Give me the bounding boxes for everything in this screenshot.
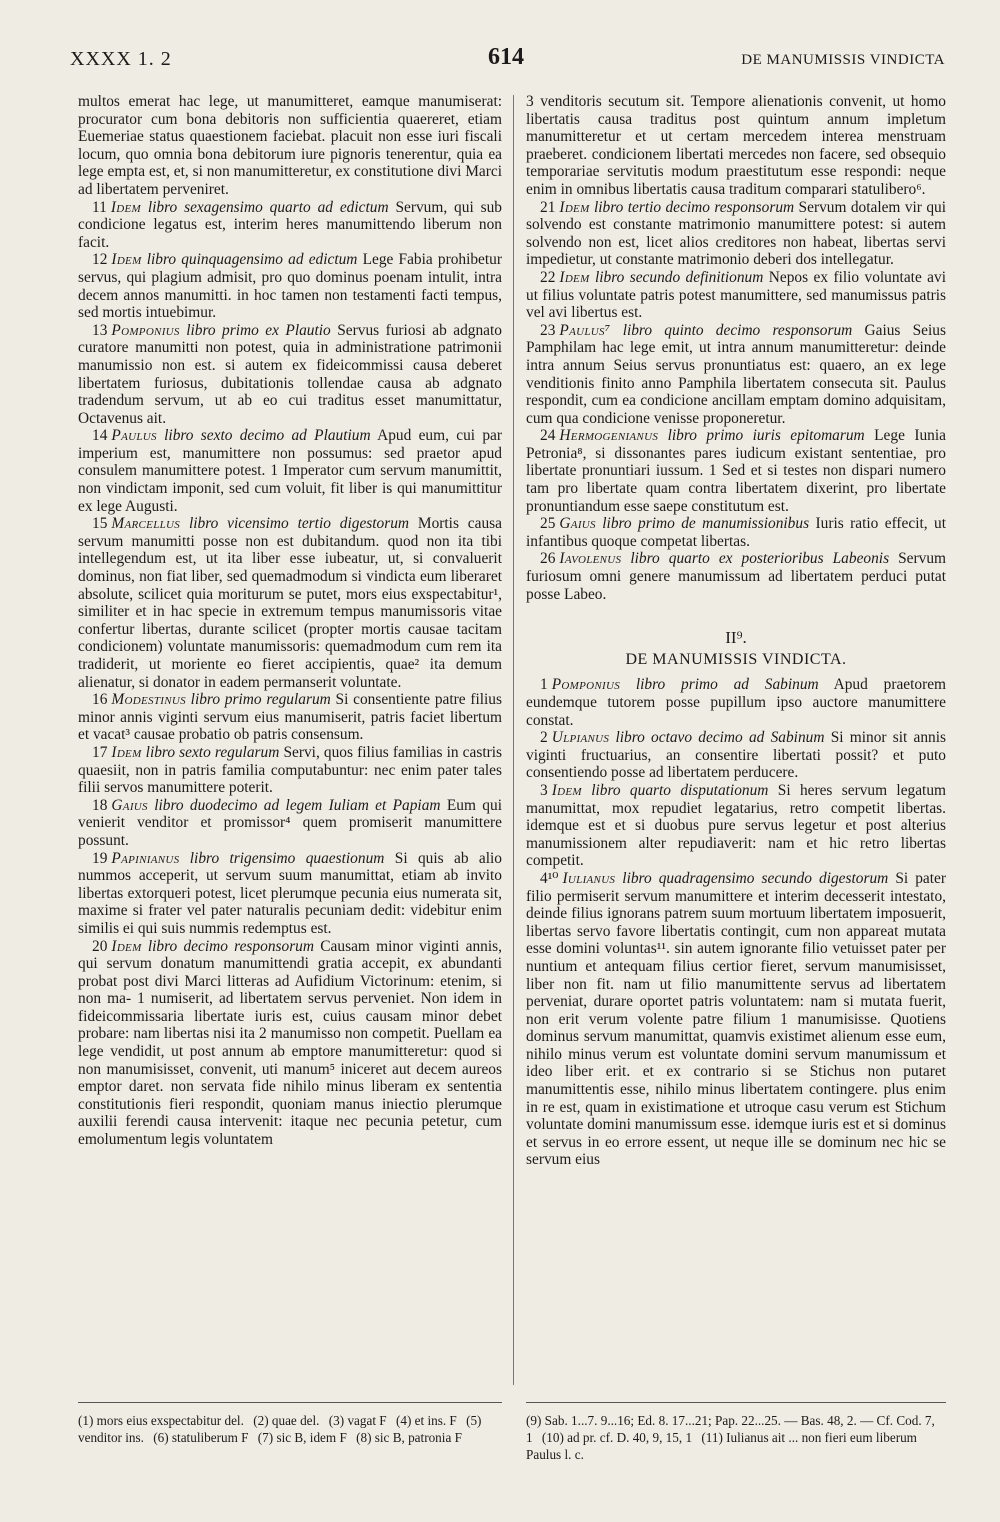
fragment-text: Gaius Seius Pamphilam hac lege emit, ut intra annum manumitteretur: deinde intra annum Seius servus pronuntiatus est: quaero, an ex lege venditionis finito anno Pamphila libertatem consecuta sit. Paulus respondit, cum ea condicione ancillam emptam domino adquisitam, cum qua condicione venisse proponeretur.: [526, 321, 946, 427]
fragment-number: 18: [92, 796, 108, 814]
footnotes-left: [78, 1412, 502, 1446]
fragment-text: Si minor sit annis viginti fructuarius, an consentire libertati possit? et puto consentiendo posse ad libertatem perducere.: [526, 729, 946, 782]
fragment-number: 15: [92, 515, 108, 533]
fragment-text: Nepos ex filio voluntate avi ut filius voluntate patris potest manumittere, sed manumissus patris vel avi libertus est.: [526, 268, 946, 322]
fragment-number: 26: [540, 550, 556, 568]
fragment-number: 25: [540, 515, 556, 533]
section-heading: [526, 629, 946, 668]
paragraph: [526, 93, 946, 199]
fragment-number: 13: [92, 321, 108, 339]
fragment-text: Mortis causa servum manumitti posse non est dubitandum. quod non ita tibi intellegendum est, ut ita liber esse iubeatur, ut, si convaluerit dominus, non fiat liber, sed quemadmodum si vindicta eum liberaret absolute, scilicet quia moriturum se putet, mors eius exspectabitur¹, similiter et in hac specie in extremum tempus manumissoris vitae confertur libertas, durante scilicet (propter mortis causae tacitam condicionem) voluntate manumissoris: quemadmodum cum rem ita tradiderit, ut moriente eo fieret accipientis, quae² ita demum alienatur, si donator in eadem permanserit voluntate.: [78, 515, 502, 691]
jurist-name: Idem: [559, 198, 590, 216]
jurist-name: Iulianus: [562, 869, 616, 887]
jurist-name: Paulus⁷: [559, 321, 611, 339]
work-citation: libro octavo decimo ad Sabinum: [615, 729, 825, 747]
work-citation: libro secundo definitionum: [594, 268, 764, 286]
jurist-name: Pomponius: [111, 321, 180, 339]
paragraph: [78, 93, 502, 199]
page-number: 614: [488, 44, 524, 70]
footnote: (7) sic B, idem F: [257, 1430, 347, 1445]
work-citation: libro quinto decimo responsorum: [622, 321, 853, 339]
jurist-name: Iavolenus: [559, 550, 622, 568]
fragment-text: Servus furiosi ab adgnato curatore manumitti non potest, quia in administratione patrimonii manumissio non est. si autem ex fideicommissi causa deberet libertatem furiosus, dubitationis tollendae causa ab adgnato tradendum servum, ut ab eo cui traditus esset manumittatur, Octavenus ait.: [78, 321, 502, 427]
jurist-name: Idem: [110, 198, 141, 216]
footnote: (9) Sab. 1...7. 9...16; Ed. 8. 17...21; Pap. 22...25. — Bas. 48, 2. — Cf. Cod. 7, 1: [526, 1413, 935, 1445]
footnote: (8) sic B, patronia F: [356, 1430, 462, 1445]
fragment-text: multos emerat hac lege, ut manumitteret, eamque manumiserat: procurator cum bona debitoris non sufficientia quaereret, etiam Euemeriae status quaestionem faciebat. placuit non esse iuri fiscali locum, quo omnia bona debitorum iure pignoris tenerentur, quia ea lege empta est, et, si non manumitteretur, ex constitutione divi Marci ad libertatem perveniret.: [78, 93, 502, 198]
fragment-text: Servum, qui sub condicione legatus est, interim heres manumittendo liberum non facit.: [78, 198, 502, 251]
paragraph: [526, 729, 946, 782]
fragment-text: Si quis ab alio nummos acceperit, ut servum suum manumittat, etiam ab invito libertas extorqueri potest, licet plerumque pecunia eius numerata sit, maxime si frater vel pater naturalis pecuniam dedit: videbitur enim similis ei qui suis nummis redemptus est.: [78, 849, 502, 937]
fragment-number: 12: [92, 251, 108, 269]
paragraph: [526, 427, 946, 515]
footnote: (10) ad pr. cf. D. 40, 9, 15, 1: [541, 1430, 693, 1445]
paragraph: [78, 691, 502, 744]
fragment-text: Servi, quos filius familias in castris quaesiit, non in patris familia computabuntur: nec enim pater tales filii servos manumittere poterit.: [78, 743, 502, 797]
fragment-text: Apud eum, cui par imperium est, manumittere non possumus: sed praetor apud consulem manumittere potest. 1 Imperator cum servum manumittit, non vindictam imponit, sed cum voluit, fit liber is qui manumittitur ex lege Augusti.: [78, 427, 503, 515]
work-citation: libro decimo responsorum: [147, 937, 314, 955]
fragment-number: 16: [92, 691, 108, 709]
fragment-text: Si pater filio permiserit servum manumittere et interim decesserit intestato, deinde filius ignorans patrem suum mortuum libertatem imposuerit, libertas servo favore libertatis contingit, cum non appareat mutata esse domini voluntas¹¹. sin autem ignorante filio vetuisset pater per nuntium et antequam filius certior fieret, servum manumisisset, liber non fit. nam ut filio manumittente servus ad libertatem perveniat, durare oportet patris voluntatem: nam si mutata fuerit, non erit verum volente patre filium 1 manumisisse. Quotiens dominus servum manumittat, quamvis existimet alienum esse eum, nihilo minus verum est voluntate domini servum manumissum et ideo liber erit. et ex contrario si se Stichus non putaret manumittentis esse, nihilo minus libertatem contingere. plus enim in re est, quam in existimatione et utroque casu verum est Stichum voluntate domini manumissum esse. idemque iuris est et si dominus et servus in eo errore essent, ut neque ille se dominum nec hic se servum eius: [526, 869, 946, 1169]
work-citation: libro vicensimo tertio digestorum: [188, 515, 410, 533]
footnote: (4) et ins. F: [395, 1413, 457, 1428]
left-column: [78, 93, 502, 1149]
jurist-name: Idem: [111, 743, 142, 761]
fragment-text: Lege Fabia prohibetur servus, qui plagium admisit, pro quo dominus poenam intulit, intra decem annos manumitti. in hoc tamen non testamenti facti tempus, sed mortis intuebimur.: [78, 251, 502, 322]
fragment-number: 24: [540, 427, 556, 445]
footnote: (3) vagat F: [328, 1413, 387, 1428]
fragment-text: Servum dotalem vir qui solvendo est constante matrimonio manumittere potest: si autem solvendo non est, licet alios creditores non habeat, libertas servi impedietur, ut constante matrimonio deberi dos intellegatur.: [526, 198, 946, 269]
header-title: DE MANUMISSIS VINDICTA: [741, 52, 945, 68]
paragraph: [78, 322, 502, 428]
fragment-number: 4¹⁰: [540, 869, 559, 887]
jurist-name: Gaius: [111, 796, 148, 814]
page-header: [70, 44, 945, 74]
paragraph: [78, 251, 502, 321]
fragment-number: 17: [92, 743, 108, 761]
footnote-rule-left: [78, 1402, 502, 1403]
footnotes-right: [526, 1412, 946, 1463]
right-column-part-2: [526, 676, 946, 1169]
fragment-number: 20: [92, 937, 108, 955]
right-column: [526, 93, 946, 1169]
work-citation: libro trigensimo quaestionum: [189, 849, 385, 867]
work-citation: libro primo regularum: [190, 691, 331, 709]
paragraph: [78, 744, 502, 797]
jurist-name: Paulus: [111, 427, 157, 445]
fragment-number: 19: [92, 849, 108, 867]
work-citation: libro quadragensimo secundo digestorum: [622, 869, 889, 887]
paragraph: [78, 515, 502, 691]
section-title: DE MANUMISSIS VINDICTA.: [625, 650, 847, 668]
fragment-text: Apud praetorem eundemque tutorem posse pupillum ipso auctore manumittere constat.: [526, 676, 947, 729]
fragment-text: Iuris ratio effecit, ut infantibus quoque competat libertas.: [526, 515, 946, 550]
column-divider: [513, 95, 514, 1385]
fragment-number: 2: [540, 729, 548, 747]
work-citation: libro primo iuris epitomarum: [667, 427, 865, 445]
fragment-number: 22: [540, 268, 556, 286]
work-citation: libro sexagensimo quarto ad edictum: [147, 198, 389, 216]
work-citation: libro primo ad Sabinum: [635, 676, 819, 694]
paragraph: [526, 199, 946, 269]
fragment-number: 23: [540, 321, 556, 339]
work-citation: libro tertio decimo responsorum: [593, 198, 795, 216]
fragment-number: 1: [540, 676, 548, 694]
footnote: (1) mors eius exspectabitur del.: [78, 1413, 244, 1428]
paragraph: [526, 782, 946, 870]
jurist-name: Papinianus: [111, 849, 180, 867]
jurist-name: Idem: [559, 268, 590, 286]
paragraph: [526, 322, 946, 428]
fragment-text: Causam minor viginti annis, qui servum donatum manumittendi gratia accepit, ex abundanti probat post divi Marci litteras ad Aufidium Victorinum: etenim, si non ma- 1 numiserit, ad libertatem servus perveniet. Non idem in fideicommissaria libertate iuris est, cuius causam minor debet probare: nam libertas nisi ita 2 manumisso non competit. Puellam ea lege vendidit, ut post annum ab emptore manumitteretur: quod si non manumisisset, convenit, uti manum⁵ iniceret aut decem aureos emptor daret. non servata fide nihilo minus liberam ex sententia constitutionis fieri respondit, quoniam manus iniectio plerumque auxilii ferendi causa intervenit: itaque nec pecunia petetur, cum emolumentum legis voluntatem: [78, 937, 502, 1149]
jurist-name: Marcellus: [111, 515, 181, 533]
work-citation: libro quarto disputationum: [591, 781, 769, 799]
footnote: (2) quae del.: [253, 1413, 320, 1428]
work-citation: libro quinquagensimo ad edictum: [146, 251, 358, 269]
fragment-text: Si consentiente patre filius minor annis viginti servum eius manumiserit, patris faciet libertum et vacat³ causae probatio ob patris consensum.: [78, 691, 502, 744]
paragraph: [526, 269, 946, 322]
fragment-text: 3 venditoris secutum sit. Tempore alienationis convenit, ut homo libertatis causa traditus post quintum annum impletum manumitteretur et ut certam mercedem interea menstruam praeberet. condicionem libertati mercedes non facere, sed obsequio temporariae servitutis modum praestitutum esse respondi: neque enim in omnibus libertatis causa traditum comparari statulibero⁶.: [526, 93, 946, 198]
header-citation: XXXX 1. 2: [70, 48, 172, 70]
fragment-text: Servum furiosum omni genere manumissum ad libertatem perduci putat posse Labeo.: [526, 550, 946, 603]
jurist-name: Idem: [111, 251, 142, 269]
fragment-text: Eum qui venierit venditor et promissor⁴ quem promiserit manumittere possunt.: [78, 796, 502, 849]
paragraph: [78, 199, 502, 252]
right-column-part-1: [526, 93, 946, 603]
paragraph: [526, 870, 946, 1169]
work-citation: libro sexto decimo ad Plautium: [164, 427, 371, 445]
paragraph: [78, 850, 502, 938]
fragment-text: Lege Iunia Petronia⁸, si dissonantes pares iudicum existant sententiae, pro libertate pronuntiari iussum. 1 Sed et si testes non dispari numero tam pro libertate quam contra libertatem dixerint, pro libertate pronuntiandum esse saepe constitutum est.: [526, 427, 946, 515]
section-number: II⁹.: [725, 628, 747, 648]
fragment-number: 14: [92, 427, 108, 445]
paragraph: [526, 550, 946, 603]
jurist-name: Hermogenianus: [559, 427, 659, 445]
work-citation: libro primo ex Plautio: [186, 321, 331, 339]
jurist-name: Ulpianus: [551, 729, 610, 747]
work-citation: libro primo de manumissionibus: [602, 515, 810, 533]
jurist-name: Idem: [551, 781, 582, 799]
footnote-rule-right: [526, 1402, 946, 1403]
work-citation: libro duodecimo ad legem Iuliam et Papiam: [154, 796, 441, 814]
paragraph: [526, 515, 946, 550]
footnote: (5) venditor ins.: [78, 1413, 482, 1445]
jurist-name: Modestinus: [111, 691, 186, 709]
paragraph: [78, 797, 502, 850]
paragraph: [526, 676, 946, 729]
fragment-number: 3: [540, 781, 548, 799]
paragraph: [78, 427, 502, 515]
work-citation: libro sexto regularum: [145, 743, 280, 761]
fragment-text: Si heres servum legatum manumittat, mox repudiet legatarius, retro competit libertas. idemque est et si duobus pure servus legetur et post alterius manumissionem alter repudiaverit: nam et hic retro libertas competit.: [526, 781, 946, 870]
footnote: (6) statuliberum F: [153, 1430, 249, 1445]
work-citation: libro quarto ex posterioribus Labeonis: [630, 550, 890, 568]
jurist-name: Idem: [111, 937, 142, 955]
footnote: (11) Iulianus ait ... non fieri eum liberum Paulus l. c.: [526, 1430, 917, 1462]
jurist-name: Gaius: [559, 515, 596, 533]
jurist-name: Pomponius: [551, 676, 621, 694]
paragraph: [78, 938, 502, 1149]
fragment-number: 21: [540, 198, 556, 216]
fragment-number: 11: [92, 198, 107, 216]
